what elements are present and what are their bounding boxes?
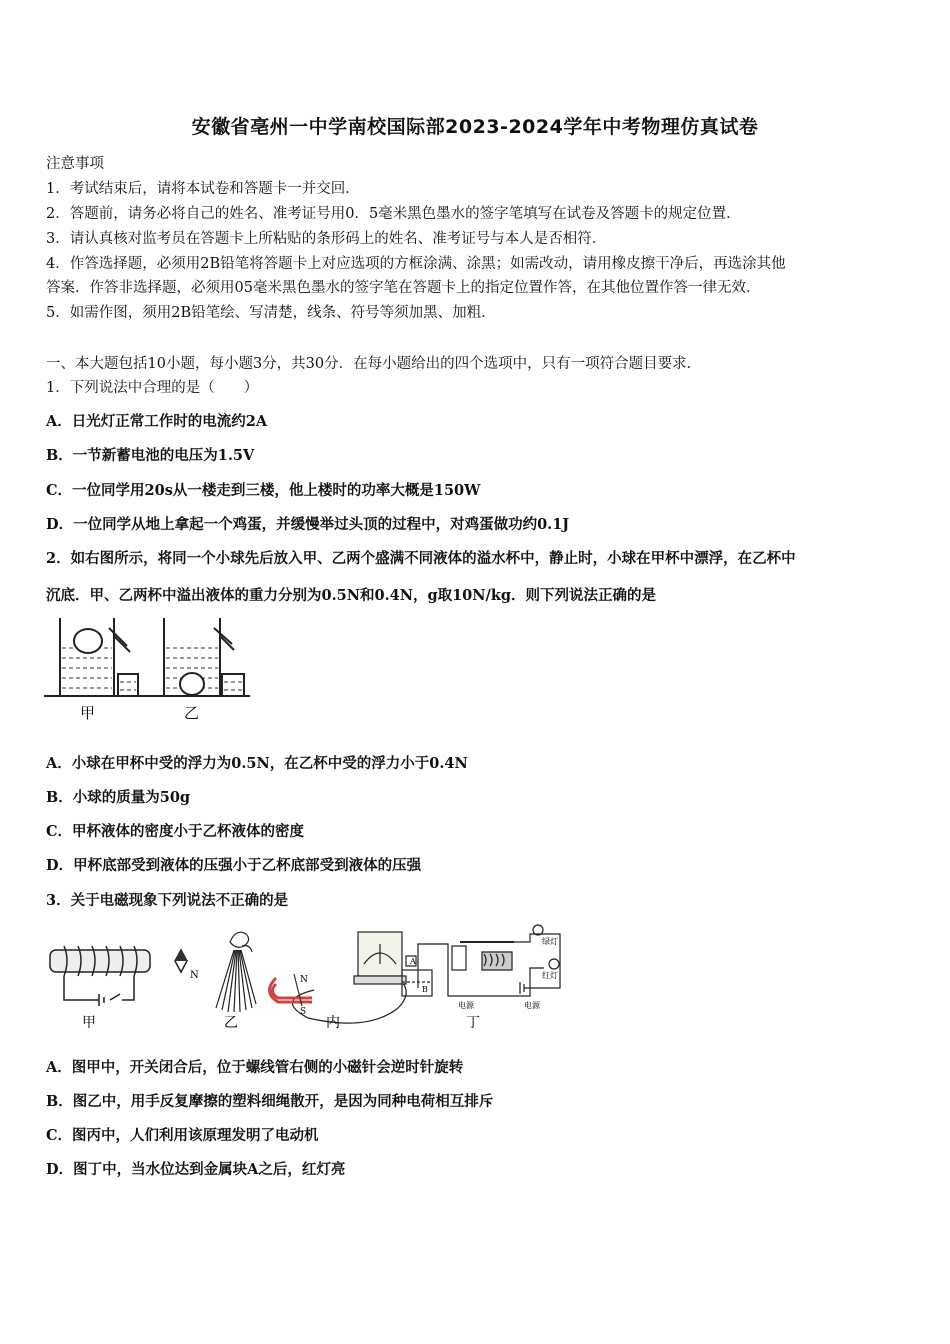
overflow-cups-figure xyxy=(44,614,254,724)
metal-block-b-label: B xyxy=(422,985,428,994)
red-light-label: 红灯 xyxy=(542,971,558,980)
power-source-label-1: 电源 xyxy=(458,1001,474,1010)
electromagnetism-figure xyxy=(44,920,564,1034)
figure-label-bing: 内 xyxy=(326,1015,340,1031)
compass-needle xyxy=(175,950,199,981)
needle-north-label: N xyxy=(190,970,199,981)
notice-item: 5．如需作图，须用2B铅笔绘、写清楚，线条、符号等须加黑、加粗． xyxy=(46,305,496,321)
green-light-label: 绿灯 xyxy=(542,937,558,946)
question-2-option-b: B．小球的质量为50g xyxy=(46,789,191,806)
magnet-north-label: N xyxy=(300,975,308,985)
question-2-option-c: C．甲杯液体的密度小于乙杯液体的密度 xyxy=(46,823,305,840)
question-1-option-d: D．一位同学从地上拿起一个鸡蛋，并缓慢举过头顶的过程中，对鸡蛋做功约0.1J xyxy=(46,516,570,533)
figure-label-jia: 甲 xyxy=(82,1015,96,1031)
section-heading: 一、本大题包括10小题，每小题3分，共30分．在每小题给出的四个选项中，只有一项符合题目要求． xyxy=(46,356,702,372)
metal-block-a-label: A xyxy=(410,957,416,966)
figure-label-yi: 乙 xyxy=(224,1015,238,1031)
question-2-stem-line2: 沉底．甲、乙两杯中溢出液体的重力分别为0.5N和0.4N，g取10N/kg．则下列说法正确的是 xyxy=(46,587,657,604)
solenoid-diagram xyxy=(50,946,150,1006)
question-2-option-a: A．小球在甲杯中受的浮力为0.5N，在乙杯中受的浮力小于0.4N xyxy=(46,755,468,772)
notice-item: 3．请认真核对监考员在答题卡上所粘贴的条形码上的姓名、准考证号与本人是否相符． xyxy=(46,231,607,247)
question-1-option-b: B．一节新蓄电池的电压为1.5V xyxy=(46,447,255,464)
figure-label-ding: 丁 xyxy=(466,1015,480,1031)
notice-item: 1．考试结束后，请将本试卷和答题卡一并交回． xyxy=(46,181,360,197)
question-2-option-d: D．甲杯底部受到液体的压强小于乙杯底部受到液体的压强 xyxy=(46,857,422,874)
question-3-option-d: D．图丁中，当水位达到金属块A之后，红灯亮 xyxy=(46,1161,346,1178)
power-source-label-2: 电源 xyxy=(524,1001,540,1010)
magnet-south-label: S xyxy=(300,1007,307,1017)
induction-diagram xyxy=(269,932,406,1023)
notice-item: 2．答题前，请务必将自己的姓名、准考证号用0．5毫米黑色墨水的签字笔填写在试卷及答题卡的规定位置． xyxy=(46,206,741,222)
question-3-stem: 3．关于电磁现象下列说法不正确的是 xyxy=(46,892,289,909)
notice-heading: 注意事项 xyxy=(46,156,104,172)
figure-label-yi: 乙 xyxy=(184,704,200,722)
question-3-option-c: C．图丙中，人们利用该原理发明了电动机 xyxy=(46,1127,319,1144)
question-3-option-b: B．图乙中，用手反复摩擦的塑料细绳散开，是因为同种电荷相互排斥 xyxy=(46,1093,494,1110)
question-2-stem-line1: 2．如右图所示，将同一个小球先后放入甲、乙两个盛满不同液体的溢水杯中，静止时，小球在甲杯中漂浮，在乙杯中 xyxy=(46,550,796,567)
figure-label-jia: 甲 xyxy=(80,704,96,722)
question-3-option-a: A．图甲中，开关闭合后，位于螺线管右侧的小磁针会逆时针旋转 xyxy=(46,1059,464,1076)
sunk-ball xyxy=(180,673,204,695)
question-1-option-a: A．日光灯正常工作时的电流约2A xyxy=(46,413,268,430)
floating-ball xyxy=(74,629,102,653)
question-1-option-c: C．一位同学用20s从一楼走到三楼，他上楼时的功率大概是150W xyxy=(46,482,481,499)
question-1-stem: 1．下列说法中合理的是（ ） xyxy=(46,380,259,396)
page-title: 安徽省亳州一中学南校国际部2023-2024学年中考物理仿真试卷 xyxy=(191,116,759,138)
notice-item: 答案．作答非选择题，必须用05毫米黑色墨水的签字笔在答题卡上的指定位置作答，在其他位置作答一律无效． xyxy=(46,280,761,296)
plastic-strings-diagram xyxy=(216,932,256,1012)
notice-item: 4．作答选择题，必须用2B铅笔将答题卡上对应选项的方框涂满、涂黑；如需改动，请用橡皮擦干净后，再选涂其他 xyxy=(46,256,786,272)
